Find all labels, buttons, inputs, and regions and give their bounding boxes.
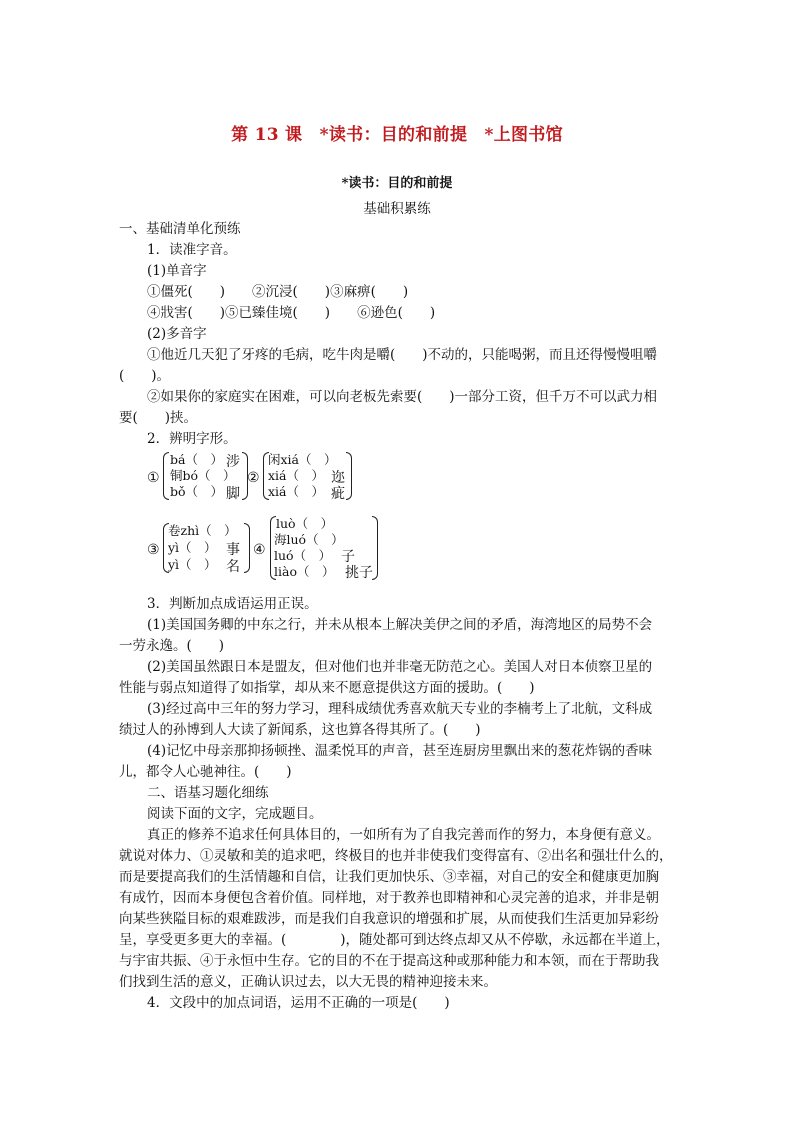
right-brace: [372, 516, 378, 580]
group-3-number: ③: [147, 542, 160, 558]
glyph-char: 名: [226, 559, 240, 575]
q3-item4b: 儿，都令人心驰神往。( ): [119, 764, 292, 780]
part1-block: [119, 219, 679, 450]
part2-heading: 二、语基习题化细练: [147, 785, 269, 801]
question-1: 1．读准字音。: [147, 242, 237, 258]
section-label: 基础积累练: [363, 201, 431, 217]
lesson-subtitle: *读书：目的和前提: [341, 176, 453, 191]
glyph-row: yì（ ）: [168, 540, 217, 555]
q3-item4a: (4)记忆中母亲那抑扬顿挫、温柔悦耳的声音，甚至连厨房里飘出来的葱花炸锅的香味: [147, 743, 653, 759]
glyph-row: bǒ（ ）: [170, 484, 224, 499]
glyph-row: bá（ ）: [170, 452, 223, 467]
part2-intro: 阅读下面的文字，完成题目。: [147, 806, 323, 822]
glyph-row: xiá（ ）: [268, 484, 324, 499]
question-3: 3．判断加点成语运用正误。: [147, 596, 318, 612]
q1-multi1b: ( )。: [119, 368, 171, 384]
glyph-row: luó（ ）: [274, 548, 332, 563]
group-4-number: ④: [253, 542, 266, 558]
passage-line: 呈，享受更多更大的幸福。( )，随处都可到达终点却又从不停歇，永远都在半道上，: [119, 932, 670, 948]
q3-item1a: (1)美国国务卿的中东之行，并未从根本上解决美伊之间的矛盾，海湾地区的局势不会: [147, 617, 653, 633]
q1-line1: ①僵死( ) ②沉浸( )③麻痹( ): [147, 284, 409, 300]
glyph-row: yì（ ）: [168, 557, 217, 572]
glyph-char: 迩: [331, 470, 345, 486]
group-1-number: ①: [147, 470, 160, 486]
glyph-row: 卷zhì（ ）: [168, 523, 237, 538]
glyph-row: 闲xiá（ ）: [268, 452, 337, 467]
glyph-char: 疵: [331, 486, 345, 502]
glyph-row: 铜bó（ ）: [170, 468, 236, 483]
q1-multi2a: ②如果你的家庭实在困难，可以向老板先索要( )一部分工资，但千万不可以武力相: [147, 389, 658, 405]
glyph-char: 挑子: [345, 565, 373, 581]
part1-heading: 一、基础清单化预练: [119, 221, 241, 237]
group-2-number: ②: [247, 470, 260, 486]
right-brace: [244, 523, 250, 573]
passage-line: 有成竹，因而本身便包含着价值。同样地，对于教养也即精神和心灵完善的追求，并非是朝: [119, 890, 659, 906]
glyph-row: liào（ ）: [274, 564, 335, 579]
q3-item3b: 绩过人的孙博到人大读了新闻系，这也算各得其所了。( ): [119, 722, 481, 738]
glyph-row: 海luó（ ）: [274, 532, 344, 547]
q1-sub2-label: (2)多音字: [147, 326, 207, 342]
passage-line: 们找到生活的意义，正确认识过去，以大无畏的精神迎接未来。: [119, 974, 497, 990]
q1-sub1-label: (1)单音字: [147, 263, 207, 279]
glyph-char: 涉: [226, 454, 240, 470]
question-2: 2．辨明字形。: [147, 431, 237, 447]
glyph-row: xiá（ ）: [268, 468, 324, 483]
part2-block: [119, 783, 679, 1014]
passage-line: 与宇宙共振、④于永恒中生存。它的目的不在于提高这种或那种能力和本领，而在于帮助我: [119, 953, 659, 969]
question-4: 4．文段中的加点词语，运用不正确的一项是( ): [147, 995, 450, 1011]
right-brace: [346, 452, 352, 500]
q3-item1b: 一劳永逸。( ): [119, 638, 225, 654]
glyph-char: 脚: [226, 486, 240, 502]
left-brace: [163, 452, 169, 500]
q3-item2b: 性能与弱点知道得了如指掌，却从来不愿意提供这方面的援助。( ): [119, 680, 535, 696]
q1-multi1a: ①他近几天犯了牙疼的毛病，吃牛肉是嚼( )不动的，只能喝粥，而且还得慢慢咀嚼: [147, 347, 658, 363]
passage-line: 向某些狭隘目标的艰难跋涉，而是我们自我意识的增强和扩展，从而使我们生活更加异彩纷: [119, 911, 659, 927]
passage-line: 而是要提高我们的生活情趣和自信，让我们更加快乐、③幸福，对自己的安全和健康更加胸: [119, 869, 659, 885]
passage-line: 真正的修养不追求任何具体目的，一如所有为了自我完善而作的努力，本身便有意义。: [147, 827, 660, 843]
q1-line2: ④戕害( )⑤已臻佳境( ) ⑥逊色( ): [147, 305, 436, 321]
glyph-row: luò（ ）: [276, 516, 334, 531]
glyph-char: 事: [226, 542, 240, 558]
passage-line: 就说对体力、①灵敏和美的追求吧，终极目的也并非使我们变得富有、②出名和强壮什么的，: [119, 848, 673, 864]
q3-item2a: (2)美国虽然跟日本是盟友，但对他们也并非毫无防范之心。美国人对日本侦察卫星的: [147, 659, 653, 675]
page-title: 第 13 课 *读书：目的和前提 *上图书馆: [231, 125, 563, 145]
glyph-char: 子: [341, 549, 355, 565]
q3-item3a: (3)经过高中三年的努力学习，理科成绩优秀喜欢航天专业的李楠考上了北航，文科成: [147, 701, 653, 717]
question-3-block: [119, 594, 679, 783]
q1-multi2b: 要( )挟。: [119, 410, 198, 426]
